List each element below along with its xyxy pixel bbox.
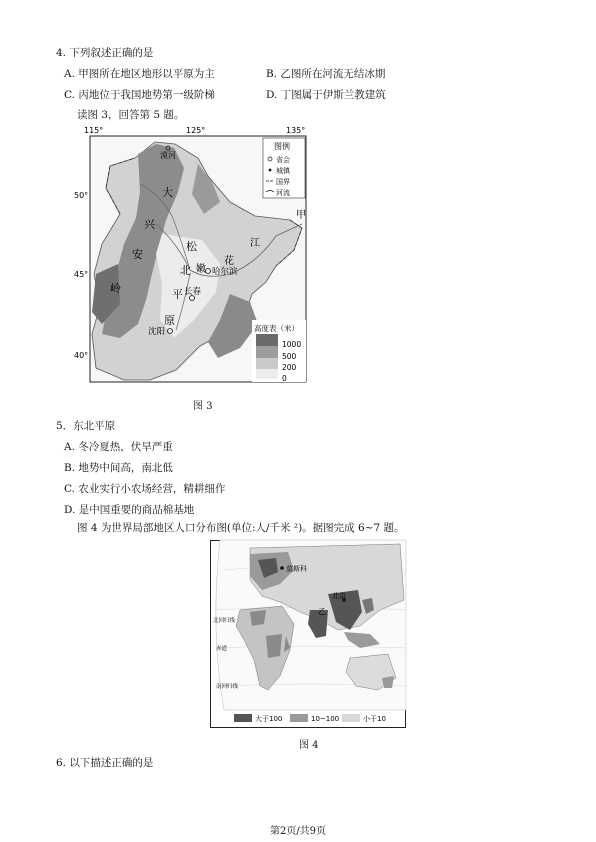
southeast-australia-medium	[382, 676, 394, 688]
label-da: 大	[162, 186, 173, 199]
label-jia: 甲	[296, 210, 306, 221]
east-africa-medium	[266, 634, 282, 658]
elev-band-0	[256, 369, 278, 379]
legend-sparse: 小于10	[363, 715, 386, 723]
moscow-marker	[280, 566, 284, 570]
lat-tick-40: 40°	[74, 351, 89, 360]
lon-tick-135: 135°	[286, 126, 306, 135]
label-harbin: 哈尔滨	[212, 267, 238, 277]
legend-medium: 10~100	[311, 715, 340, 723]
question-5-stem: 5．东北平原	[56, 420, 116, 432]
elev-band-500	[256, 346, 278, 358]
label-yuan: 原	[164, 314, 175, 327]
elev-tick-500: 500	[282, 352, 297, 361]
label-tropic-north: 北回归线	[213, 618, 236, 624]
q4-option-d[interactable]: D. 丁图属于伊斯兰教建筑	[266, 89, 386, 101]
elev-band-1000	[256, 334, 278, 346]
label-beijing: 北京	[332, 592, 346, 600]
label-song: 松	[186, 240, 197, 253]
legend-item-town: 城镇	[276, 167, 290, 175]
q4-option-c[interactable]: C. 丙地位于我国地势第一级阶梯	[64, 89, 215, 101]
question-6-stem: 6. 以下描述正确的是	[56, 757, 154, 769]
legend-swatch-medium	[290, 714, 308, 722]
label-bei: 北	[180, 264, 191, 277]
label-yi: 乙	[318, 607, 326, 616]
elev-tick-200: 200	[282, 363, 297, 372]
figure-4-caption: 图 4	[299, 740, 319, 751]
legend-dense: 大于100	[255, 715, 283, 723]
legend-title: 图例	[274, 142, 290, 151]
question-4-stem: 4. 下列叙述正确的是	[56, 47, 154, 59]
label-equator: 赤道	[216, 646, 228, 652]
label-ling: 岭	[110, 282, 121, 295]
label-moho: 漠河	[160, 151, 176, 160]
q5-option-d[interactable]: D. 是中国重要的商品棉基地	[64, 504, 195, 516]
page-footer: 第2页/共9页	[269, 826, 327, 837]
figure-3-caption: 图 3	[193, 401, 213, 412]
label-jiang: 江	[250, 238, 260, 249]
label-an: 安	[132, 248, 143, 261]
label-moscow: 莫斯科	[286, 565, 307, 573]
legend-item-border: 国界	[276, 178, 290, 186]
figure-3-map	[74, 124, 316, 386]
legend-swatch-sparse	[342, 714, 360, 722]
north-africa-medium	[250, 610, 266, 626]
label-hua: 花	[224, 256, 234, 267]
elev-band-200	[256, 358, 278, 369]
figure-4-map	[210, 540, 406, 728]
q5-option-c[interactable]: C. 农业实行小农场经营，精耕细作	[64, 483, 226, 495]
legend-item-river: 河流	[276, 189, 290, 197]
lat-tick-45: 45°	[74, 270, 89, 279]
figure-4-intro: 图 4 为世界局部地区人口分布图(单位:人/千米 ²)。据图完成 6~7 题。	[77, 522, 405, 534]
legend-town-icon	[269, 169, 272, 172]
label-nen: 嫩	[196, 264, 206, 275]
elev-tick-1000: 1000	[282, 340, 302, 349]
q4-option-b[interactable]: B. 乙图所在河流无结冰期	[266, 68, 386, 80]
q5-option-b[interactable]: B. 地势中间高，南北低	[64, 462, 173, 474]
label-ping: 平	[172, 288, 183, 301]
figure-3-intro: 读图 3，回答第 5 题。	[77, 109, 185, 121]
legend-item-capital: 省会	[276, 156, 290, 164]
lon-tick-115: 115°	[84, 126, 104, 135]
label-shenyang: 沈阳	[148, 327, 166, 337]
label-changchun: 长春	[184, 287, 202, 297]
q4-option-a[interactable]: A. 甲图所在地区地形以平原为主	[64, 68, 215, 80]
label-xing: 兴	[144, 218, 155, 231]
elevation-title: 高度表（米）	[254, 324, 299, 333]
legend-swatch-dense	[234, 714, 252, 722]
lat-tick-50: 50°	[74, 191, 89, 200]
q5-option-a[interactable]: A. 冬冷夏热，伏旱严重	[64, 441, 173, 453]
label-tropic-south: 南回归线	[216, 684, 239, 690]
elev-tick-0: 0	[282, 374, 287, 383]
lon-tick-125: 125°	[186, 126, 206, 135]
